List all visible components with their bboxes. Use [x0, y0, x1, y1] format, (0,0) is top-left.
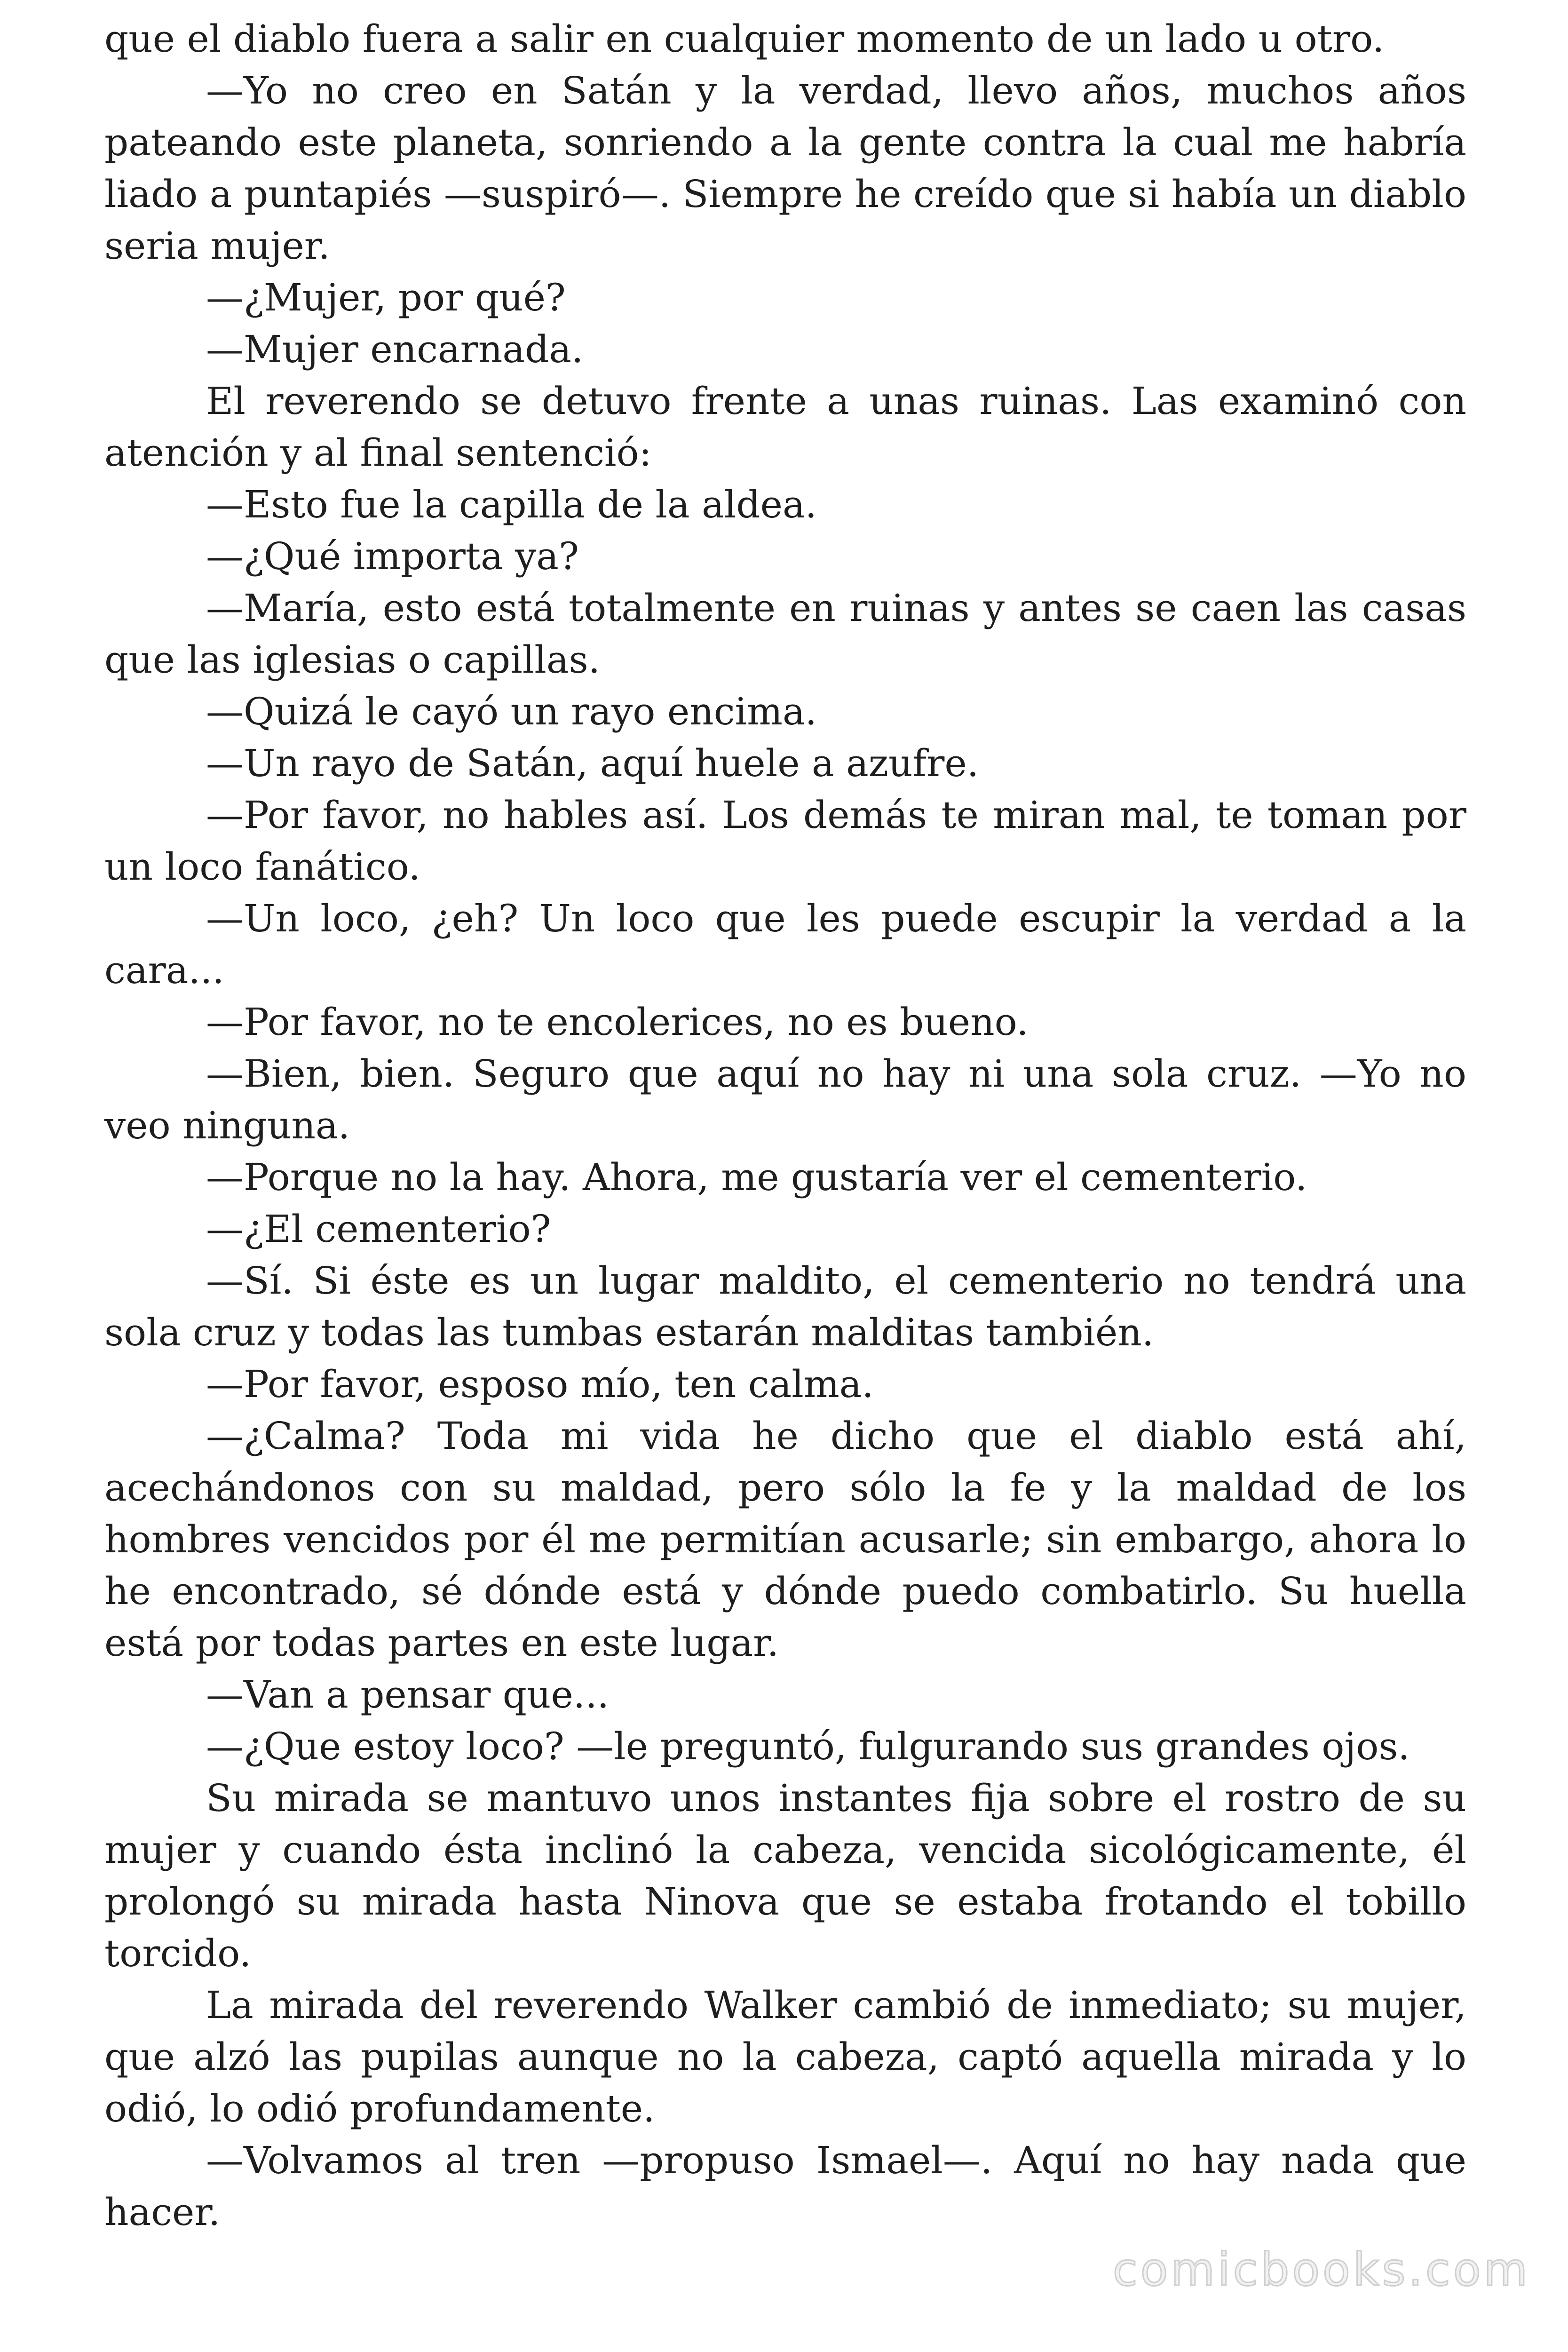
paragraph: —Por favor, no hables así. Los demás te miran mal, te toman por un loco fanático.: [104, 793, 1466, 889]
paragraph: —¿Qué importa ya?: [206, 534, 579, 578]
paragraph: —Porque no la hay. Ahora, me gustaría ver el cementerio.: [206, 1155, 1307, 1199]
paragraph: —Mujer encarnada.: [206, 327, 584, 371]
book-page-text: [104, 13, 1466, 2238]
watermark: comicbooks.com: [1112, 2243, 1530, 2296]
paragraph: —¿Calma? Toda mi vida he dicho que el diablo está ahí, acechándonos con su maldad, pero sólo la fe y la maldad de los hombres vencidos por él me permitían acusarle; sin embargo, ahora lo he encontrado, sé dónde está y dónde puedo combatirlo. Su huella está por todas partes en este lugar.: [104, 1414, 1466, 1665]
paragraph: —¿Mujer, por qué?: [206, 276, 566, 319]
paragraph: —Esto fue la capilla de la aldea.: [206, 483, 817, 526]
paragraph: —Un loco, ¿eh? Un loco que les puede escupir la verdad a la cara...: [104, 897, 1466, 992]
paragraph: —Yo no creo en Satán y la verdad, llevo años, muchos años pateando este planeta, sonriendo a la gente contra la cual me habría liado a puntapiés —suspiró—. Siempre he creído que si había un diablo seria mujer.: [104, 69, 1466, 268]
paragraph: —Por favor, no te encolerices, no es bueno.: [206, 1000, 1029, 1044]
paragraph: —Sí. Si éste es un lugar maldito, el cementerio no tendrá una sola cruz y todas las tumbas estarán malditas también.: [104, 1259, 1466, 1354]
paragraph: —María, esto está totalmente en ruinas y antes se caen las casas que las iglesias o capillas.: [104, 586, 1466, 682]
paragraph: —¿El cementerio?: [206, 1207, 551, 1251]
paragraph: Su mirada se mantuvo unos instantes fija sobre el rostro de su mujer y cuando ésta inclinó la cabeza, vencida sicológicamente, él prolongó su mirada hasta Ninova que se estaba frotando el tobillo torcido.: [104, 1776, 1466, 1975]
paragraph: —Bien, bien. Seguro que aquí no hay ni una sola cruz. —Yo no veo ninguna.: [104, 1052, 1466, 1147]
paragraph: —Un rayo de Satán, aquí huele a azufre.: [206, 741, 979, 785]
paragraph: —Van a pensar que...: [206, 1673, 610, 1716]
paragraph: —Por favor, esposo mío, ten calma.: [206, 1362, 874, 1406]
paragraph: que el diablo fuera a salir en cualquier momento de un lado u otro.: [104, 17, 1385, 61]
paragraph: La mirada del reverendo Walker cambió de inmediato; su mujer, que alzó las pupilas aunque no la cabeza, captó aquella mirada y lo odió, lo odió profundamente.: [104, 1983, 1466, 2130]
paragraph: —¿Que estoy loco? —le preguntó, fulgurando sus grandes ojos.: [206, 1724, 1410, 1768]
paragraph: —Volvamos al tren —propuso Ismael—. Aquí no hay nada que hacer.: [104, 2138, 1466, 2234]
paragraph: El reverendo se detuvo frente a unas ruinas. Las examinó con atención y al final sentenció:: [104, 379, 1466, 475]
paragraph: —Quizá le cayó un rayo encima.: [206, 690, 817, 733]
